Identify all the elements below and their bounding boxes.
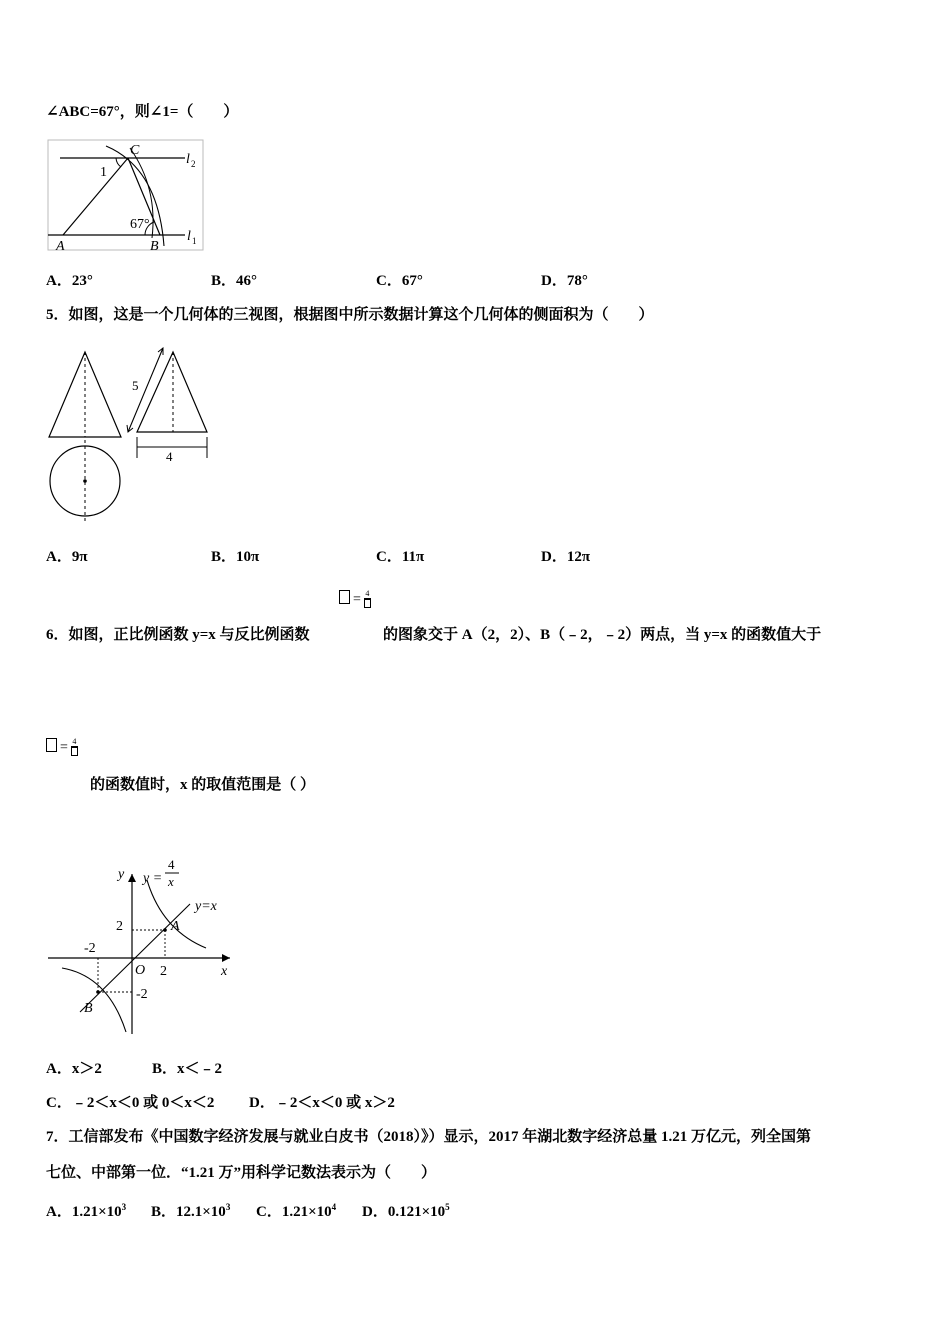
label-y-eq-x: y=x	[195, 899, 217, 914]
q6-stem-b: 的图象交于 A（2，2）、B（﹣2，﹣2）两点，当 y=x 的函数值大于	[383, 627, 822, 643]
q6-stem-c: 的函数值时，x 的取值范围是（ ）	[90, 777, 316, 793]
angle1-arc	[116, 158, 121, 167]
q6-stem-a: 6．如图，正比例函数 y=x 与反比例函数	[46, 627, 310, 643]
label-angle-abc: 67°	[130, 217, 150, 232]
missing-glyph-box	[339, 590, 350, 604]
q7-option-c[interactable]: C．$1.21\times 10^4$	[256, 1202, 337, 1220]
x-axis	[48, 954, 230, 962]
label-x-axis: x	[221, 964, 228, 979]
q7-line2: 七位、中部第一位．“1.21 万”用科学记数法表示为（ ）	[46, 1165, 437, 1181]
q5-option-c[interactable]: C．11π	[376, 549, 425, 565]
label-angle1: 1	[100, 165, 107, 180]
q4-option-b[interactable]: B．46°	[211, 273, 258, 289]
segment-ac	[63, 158, 128, 235]
hyperbola-branch-q3	[62, 968, 126, 1032]
label-origin: O	[135, 963, 146, 978]
label-slant: 5	[132, 378, 139, 393]
q4-option-a[interactable]: A．23°	[46, 273, 93, 289]
q5-option-b[interactable]: B．10π	[211, 549, 260, 565]
missing-glyph-box	[46, 738, 57, 752]
q5-option-d[interactable]: D．12π	[541, 549, 591, 565]
label-a: A	[56, 239, 65, 254]
label-l2-sub: 2	[191, 159, 196, 169]
tick-x-2: 2	[160, 964, 167, 979]
label-l2: l	[186, 152, 190, 167]
q4-option-c[interactable]: C．67°	[376, 273, 423, 289]
label-b: B	[84, 1001, 93, 1016]
q6-option-c[interactable]: C．﹣2＜x＜0 或 0＜x＜2	[46, 1095, 215, 1111]
q6-graph	[40, 852, 240, 1037]
point-b	[96, 990, 100, 994]
label-base: 4	[166, 449, 173, 464]
q5-option-a[interactable]: A．9π	[46, 549, 88, 565]
q4-option-d[interactable]: D．78°	[541, 273, 588, 289]
label-b: B	[150, 239, 159, 254]
q7-option-d[interactable]: D．$0.121\times 10^5$	[362, 1202, 450, 1220]
point-a	[163, 928, 167, 932]
q7-line1: 7．工信部发布《中国数字经济发展与就业白皮书（2018）》）显示，2017 年湖北数字经济总量 1.21 万亿元，列全国第	[46, 1129, 812, 1145]
label-l1: l	[187, 229, 191, 244]
front-view-triangle	[49, 352, 121, 437]
q4-figure	[40, 138, 220, 256]
q6-option-a[interactable]: A．x＞2	[46, 1061, 102, 1077]
q6-option-b[interactable]: B．x＜﹣2	[152, 1061, 223, 1077]
tick-y-neg2: -2	[136, 987, 148, 1002]
label-hyperbola-num: 4	[168, 857, 175, 872]
q5-stem: 5．如图，这是一个几何体的三视图，根据图中所示数据计算这个几何体的侧面积为（ ）	[46, 307, 654, 323]
inline-formula-1: = 4	[339, 589, 371, 610]
q7-option-b[interactable]: B．$12.1\times 10^3$	[151, 1202, 231, 1220]
label-y-axis: y	[118, 867, 125, 882]
label-l1-sub: 1	[192, 236, 197, 246]
q4-stem: ∠ABC=67°，则∠1=（ ）	[46, 104, 239, 120]
figure-frame	[48, 140, 203, 250]
q7-option-a[interactable]: A．$1.21\times 10^3$	[46, 1202, 127, 1220]
label-hyperbola-lhs: y =	[143, 871, 163, 886]
q5-figure	[40, 340, 220, 530]
y-axis	[128, 874, 136, 1034]
inline-formula-2: = 4	[46, 737, 78, 758]
q6-option-d[interactable]: D．﹣2＜x＜0 或 x＞2	[249, 1095, 395, 1111]
top-view-circle	[50, 440, 120, 522]
tick-x-neg2: -2	[84, 941, 96, 956]
label-c: C	[130, 143, 140, 158]
side-view-triangle	[137, 352, 207, 432]
tick-y-2: 2	[116, 919, 123, 934]
label-hyperbola-den: x	[168, 874, 174, 889]
label-a: A	[171, 919, 180, 934]
